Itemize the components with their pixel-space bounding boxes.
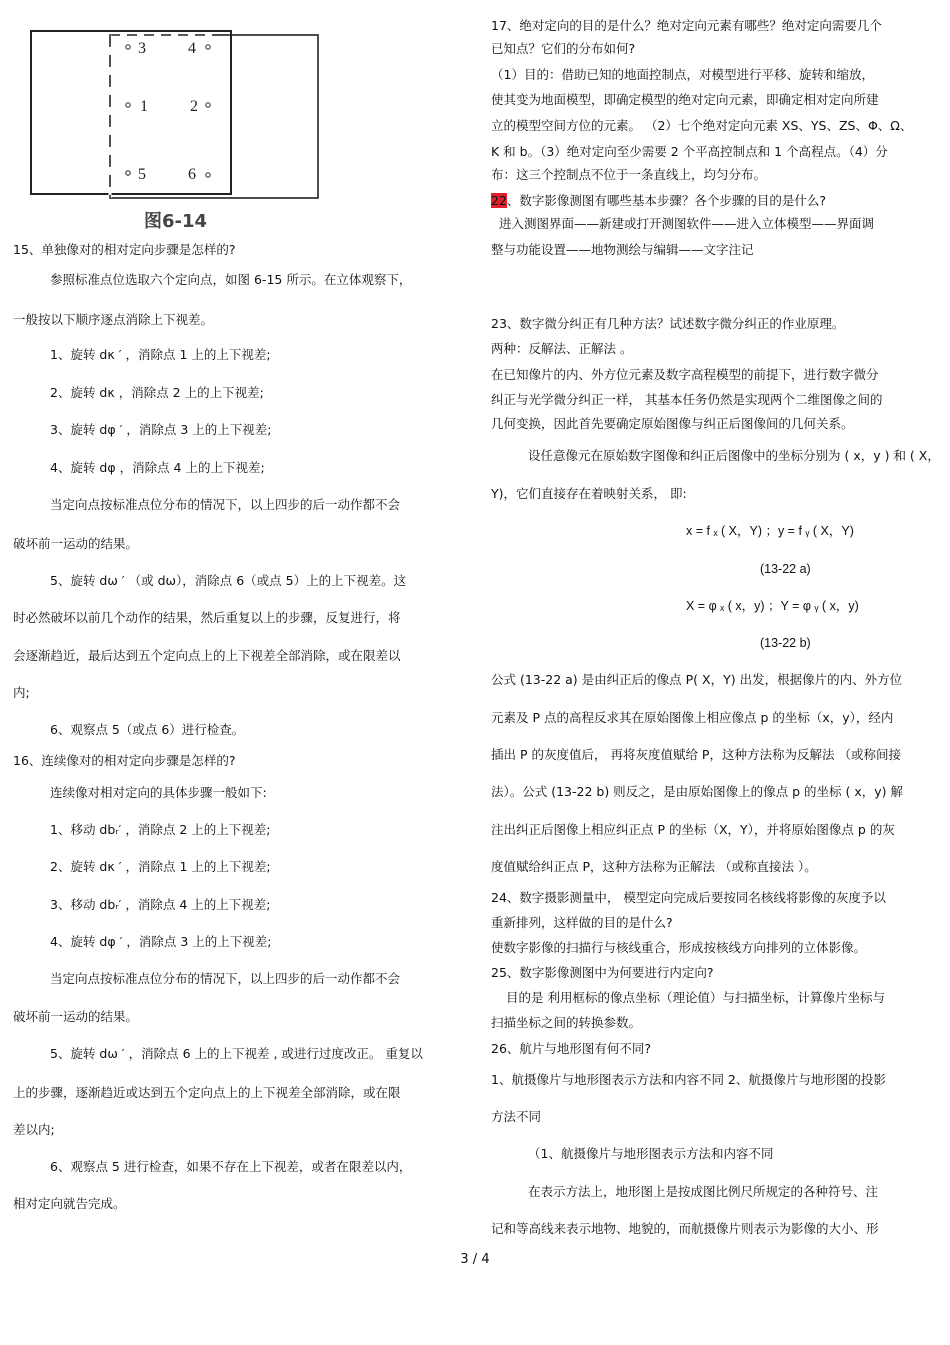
q23-explain-line6: 度值赋给纠正点 P，这种方法称为正解法 （或称直接法 ）。 (491, 859, 817, 874)
q23-answer-line2: 在已知像片的内、外方位元素及数字高程模型的前提下，进行数字微分 (491, 367, 879, 382)
q16-step6-line1: 6、观察点 5 进行检查，如果不存在上下视差，或者在限差以内， (50, 1159, 412, 1174)
formula-13-22b: X = φ ₓ ( x，y) ；Y = φ ᵧ ( x，y) (686, 599, 859, 613)
point-marker-6 (206, 173, 210, 177)
q26-answer-line3: （1、航摄像片与地形图表示方法和内容不同 (528, 1146, 774, 1161)
q17-title-line2: 已知点？它们的分布如何? (491, 41, 636, 56)
q26-title: 26、航片与地形图有何不同? (491, 1041, 652, 1056)
q24-title-line1: 24、数字摄影测量中， 模型定向完成后要按同名核线将影像的灰度予以 (491, 890, 886, 905)
q17-answer-line1: （1）目的：借助已知的地面控制点，对模型进行平移、旋转和缩放， (491, 67, 874, 82)
q23-explain-line4: 法）。公式 (13-22 b) 则反之，是由原始图像上的像点 p 的坐标 ( x，y) 解 (491, 784, 904, 799)
q16-note-line1: 当定向点按标准点位分布的情况下，以上四步的后一动作都不会 (50, 971, 401, 986)
point-marker-1 (126, 103, 130, 107)
q26-answer-line4: 在表示方法上，地形图上是按成图比例尺所规定的各种符号、注 (528, 1184, 879, 1199)
q15-intro-line2: 一般按以下顺序逐点消除上下视差。 (13, 312, 214, 327)
q25-answer-line1: 目的是 利用框标的像点坐标（理论值）与扫描坐标，计算像片坐标与 (506, 990, 885, 1005)
q15-step5-line1: 5、旋转 dω ′ （或 dω），消除点 6（或点 5）上的上下视差。这 (50, 573, 407, 588)
point-marker-5 (126, 171, 130, 175)
point-marker-3 (126, 45, 130, 49)
q17-title-line1: 17、绝对定向的目的是什么？绝对定向元素有哪些？绝对定向需要几个 (491, 18, 882, 33)
point-marker-4 (206, 45, 210, 49)
formula-number-13-22a: (13-22 a) (760, 562, 811, 576)
q17-answer-line3: 立的模型空间方位的元素。 （2）七个绝对定向元素 XS、YS、ZS、Φ、Ω、 (491, 118, 913, 133)
q15-step5-line4: 内; (13, 685, 30, 700)
point-label-1: 1 (140, 98, 148, 115)
point-marker-2 (206, 103, 210, 107)
q26-answer-line2: 方法不同 (491, 1109, 542, 1124)
q26-answer-line1: 1、航摄像片与地形图表示方法和内容不同 2、航摄像片与地形图的投影 (491, 1072, 886, 1087)
q23-explain-line3: 插出 P 的灰度值后， 再将灰度值赋给 P，这种方法称为反解法 （或称间接 (491, 747, 901, 762)
q16-step2: 2、旋转 dκ ′ ，消除点 1 上的上下视差; (50, 859, 271, 874)
q16-step3: 3、移动 dbᵣ′ ，消除点 4 上的上下视差; (50, 897, 271, 912)
point-label-6: 6 (188, 166, 196, 183)
q22-title (491, 193, 826, 209)
q17-answer-line2: 使其变为地面模型，即确定模型的绝对定向元素，即确定相对定向所建 (491, 92, 879, 107)
point-label-5: 5 (138, 166, 146, 183)
q15-note-line1: 当定向点按标准点位分布的情况下，以上四步的后一动作都不会 (50, 497, 401, 512)
q23-explain-line1: 公式 (13-22 a) 是由纠正后的像点 P( X，Y) 出发，根据像片的内、外方位 (491, 672, 903, 687)
q22-answer-line2: 整与功能设置——地物测绘与编辑——文字注记 (491, 242, 754, 257)
q15-step1: 1、旋转 dκ ′ ，消除点 1 上的上下视差; (50, 347, 271, 362)
figure-6-14 (28, 28, 328, 238)
q16-step5-line3: 差以内; (13, 1122, 55, 1137)
q15-title: 15、单独像对的相对定向步骤是怎样的? (13, 242, 236, 257)
q15-intro-line1: 参照标准点位选取六个定向点，如图 6-15 所示。在立体观察下， (50, 272, 412, 287)
q16-step4: 4、旋转 dφ ′ ，消除点 3 上的上下视差; (50, 934, 272, 949)
q23-explain-line5: 注出纠正后图像上相应纠正点 P 的坐标（X，Y），并将原始图像点 p 的灰 (491, 822, 895, 837)
q15-note-line2: 破坏前一运动的结果。 (13, 536, 139, 551)
q23-answer-line4: 几何变换，因此首先要确定原始图像与纠正后图像间的几何关系。 (491, 416, 854, 431)
q23-explain-line2: 元素及 P 点的高程反求其在原始图像上相应像点 p 的坐标（x，y），经内 (491, 710, 894, 725)
point-label-2: 2 (190, 98, 198, 115)
q16-step6-line2: 相对定向就告完成。 (13, 1196, 126, 1211)
q15-step4: 4、旋转 dφ ，消除点 4 上的上下视差; (50, 460, 265, 475)
q17-answer-line5: 布：这三个控制点不位于一条直线上，均匀分布。 (491, 167, 767, 182)
q16-intro: 连续像对相对定向的具体步骤一般如下: (50, 785, 267, 800)
left-photo-frame (31, 31, 231, 194)
q16-note-line2: 破坏前一运动的结果。 (13, 1009, 139, 1024)
formula-13-22a: x = f ₓ ( X，Y) ；y = f ᵧ ( X，Y) (686, 524, 854, 538)
q23-answer-line6: Y)，它们直接存在着映射关系， 即: (491, 486, 687, 501)
q15-step5-line2: 时必然破坏以前几个动作的结果，然后重复以上的步骤，反复进行，将 (13, 610, 401, 625)
point-label-4: 4 (188, 40, 196, 57)
point-label-3: 3 (138, 40, 146, 57)
q23-answer-line5: 设任意像元在原始数字图像和纠正后图像中的坐标分别为 ( x，y ) 和 ( X， (528, 448, 940, 463)
q23-answer-line3: 纠正与光学微分纠正一样， 其基本任务仍然是实现两个二维图像之间的 (491, 392, 883, 407)
q15-step5-line3: 会逐渐趋近，最后达到五个定向点上的上下视差全部消除，或在限差以 (13, 648, 401, 663)
q16-step5-line2: 上的步骤，逐渐趋近或达到五个定向点上的上下视差全部消除，或在限 (13, 1085, 401, 1100)
formula-number-13-22b: (13-22 b) (760, 636, 811, 650)
q24-title-line2: 重新排列，这样做的目的是什么? (491, 915, 673, 930)
q24-answer: 使数字影像的扫描行与核线重合，形成按核线方向排列的立体影像。 (491, 940, 867, 955)
q23-answer-line1: 两种：反解法、正解法 。 (491, 341, 633, 356)
q16-title: 16、连续像对的相对定向步骤是怎样的? (13, 753, 236, 768)
q15-step3: 3、旋转 dφ ′ ，消除点 3 上的上下视差; (50, 422, 272, 437)
q22-title-text: 、数字影像测图有哪些基本步骤？各个步骤的目的是什么? (506, 193, 827, 208)
q16-step1: 1、移动 dbᵣ′ ，消除点 2 上的上下视差; (50, 822, 271, 837)
q15-step6: 6、观察点 5（或点 6）进行检查。 (50, 722, 245, 737)
q23-title: 23、数字微分纠正有几种方法？试述数字微分纠正的作业原理。 (491, 316, 845, 331)
q25-title: 25、数字影像测图中为何要进行内定向? (491, 965, 714, 980)
q22-number-highlight: 22 (491, 193, 507, 208)
q15-step2: 2、旋转 dκ ，消除点 2 上的上下视差; (50, 385, 264, 400)
figure-caption: 图6-14 (144, 211, 208, 232)
q26-answer-line5: 记和等高线来表示地物、地貌的，而航摄像片则表示为影像的大小、形 (491, 1221, 879, 1236)
q17-answer-line4: K 和 b。（3）绝对定向至少需要 2 个平高控制点和 1 个高程点。（4）分 (491, 144, 888, 159)
q16-step5-line1: 5、旋转 dω ′ ，消除点 6 上的上下视差 , 或进行过度改正。 重复以 (50, 1046, 423, 1061)
page-number: 3 / 4 (460, 1252, 490, 1267)
q25-answer-line2: 扫描坐标之间的转换参数。 (491, 1015, 642, 1030)
q22-answer-line1: 进入测图界面——新建或打开测图软件——进入立体模型——界面调 (499, 216, 875, 231)
